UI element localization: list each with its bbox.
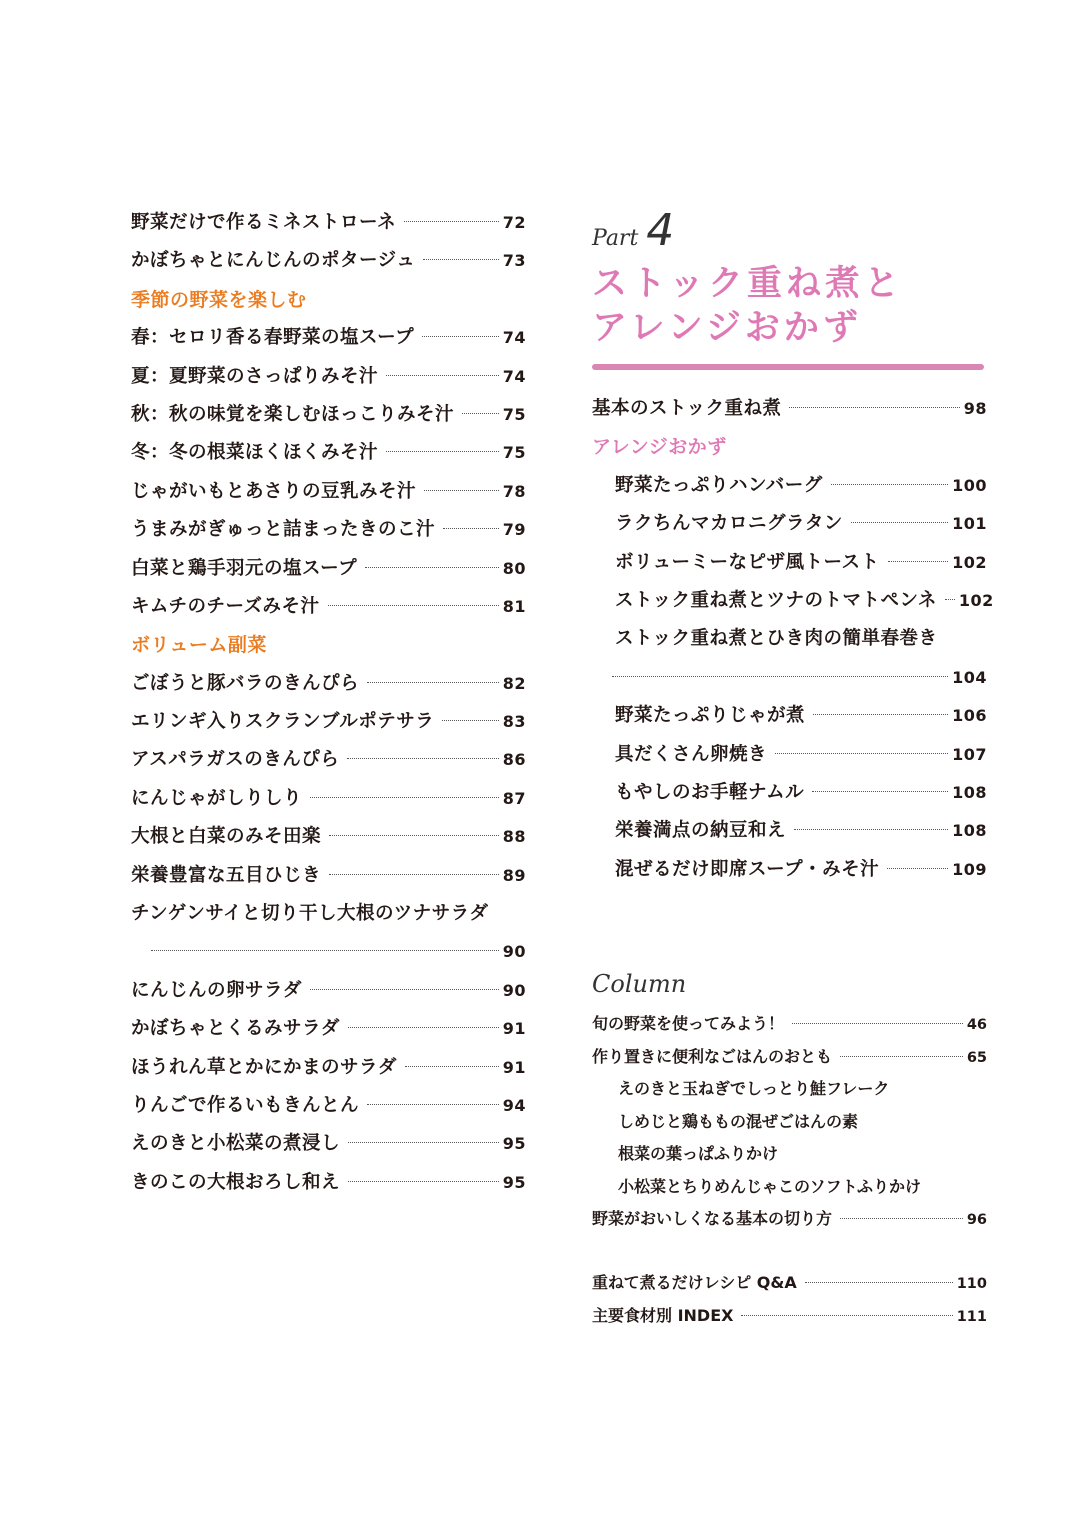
toc-entry-page: 111 (956, 1308, 987, 1325)
toc-entry-page: 86 (502, 750, 526, 770)
toc-entry-page: 102 (958, 590, 994, 610)
toc-entry-title: 小松菜とちりめんじゃこのソフトふりかけ (618, 1176, 922, 1196)
dot-leader (328, 605, 499, 606)
toc-entry[interactable] (131, 933, 526, 971)
toc-entry[interactable] (131, 780, 526, 818)
toc-entry[interactable] (131, 818, 526, 856)
toc-entry-title: 栄養満点の納豆和え (615, 820, 787, 842)
toc-entry[interactable] (131, 319, 526, 357)
dot-leader (310, 989, 499, 990)
toc-entry[interactable] (131, 1049, 526, 1087)
toc-entry-page: 81 (502, 596, 526, 616)
toc-entry-page: 75 (502, 443, 526, 463)
toc-entry-title: ストック重ね煮とツナのトマトペンネ (615, 589, 937, 611)
toc-entry[interactable] (592, 736, 987, 774)
toc-entry-page: 74 (502, 366, 526, 386)
toc-entry-page: 110 (956, 1276, 987, 1292)
toc-entry[interactable] (131, 242, 526, 280)
toc-entry-page: 46 (966, 1017, 987, 1033)
toc-entry-title: 野菜たっぷりハンバーグ (615, 474, 823, 496)
toc-entry-title: 基本のストック重ね煮 (592, 398, 782, 419)
toc-entry[interactable] (131, 857, 526, 895)
dot-leader (329, 835, 499, 836)
toc-entry-title: 根菜の葉っぱふりかけ (618, 1144, 779, 1163)
toc-entry-page: 74 (502, 328, 526, 348)
toc-entry[interactable] (592, 1300, 987, 1333)
toc-entry[interactable] (592, 1203, 987, 1236)
dot-leader (888, 561, 949, 562)
toc-entry[interactable] (131, 550, 526, 588)
toc-entry-title: にんじゃがしりしり (131, 787, 303, 809)
dot-leader (443, 528, 499, 529)
toc-entry-title: ストック重ね煮とひき肉の簡単春巻き (615, 628, 938, 650)
toc-entry-page: 73 (502, 251, 526, 271)
dot-leader (442, 720, 498, 721)
part-title (592, 262, 987, 350)
toc-entry[interactable] (131, 204, 526, 242)
toc-entry-title: 野菜がおいしくなる基本の切り方 (592, 1209, 833, 1228)
toc-entry[interactable] (592, 1138, 987, 1171)
toc-entry-title: 作り置きに便利なごはんのおとも (592, 1046, 833, 1066)
toc-entry-page: 83 (502, 712, 526, 732)
dot-leader (462, 413, 499, 414)
dot-leader (840, 1056, 963, 1057)
dot-leader (792, 1023, 963, 1024)
toc-entry-page: 82 (502, 673, 526, 693)
toc-entry-page: 75 (502, 404, 526, 424)
toc-entry-page: 108 (952, 782, 987, 802)
toc-entry[interactable] (592, 697, 987, 735)
toc-entry[interactable] (592, 659, 987, 697)
toc-entry[interactable] (592, 467, 987, 505)
dot-leader (367, 682, 499, 683)
toc-left-column (131, 204, 526, 1202)
toc-entry-page: 90 (502, 980, 526, 1000)
dot-leader (805, 1282, 953, 1283)
toc-entry-title: しめじと鶏ももの混ぜごはんの素 (618, 1111, 859, 1131)
dot-leader (329, 874, 499, 875)
dot-leader (424, 490, 499, 491)
toc-entry-title: りんごで作るいもきんとん (131, 1094, 360, 1116)
dot-leader (151, 950, 499, 951)
toc-entry-title: 野菜たっぷりじゃが煮 (615, 705, 806, 727)
toc-entry-page: 96 (966, 1212, 987, 1228)
dot-leader (851, 522, 948, 523)
toc-entry[interactable] (131, 473, 526, 511)
toc-entry[interactable] (592, 774, 987, 812)
dot-leader (386, 375, 499, 376)
column-list (592, 1008, 987, 1236)
extra-list (592, 1267, 987, 1332)
dot-leader (423, 259, 498, 260)
toc-entry-page: 102 (952, 552, 987, 572)
toc-entry-title: ラクちんマカロニグラタン (615, 513, 843, 535)
part-title-line2: アレンジおかず (592, 308, 862, 348)
dot-leader (840, 1218, 963, 1219)
dot-leader (348, 1142, 499, 1143)
toc-entry-page: 95 (502, 1134, 526, 1154)
dot-leader (775, 753, 948, 754)
section-heading: ボリューム副菜 (131, 634, 267, 657)
column-heading: Column (592, 970, 687, 998)
dot-leader (789, 407, 959, 408)
toc-entry-page: 101 (952, 514, 987, 534)
toc-entry-page: 104 (952, 667, 987, 687)
dot-leader (794, 829, 948, 830)
toc-entry[interactable] (592, 582, 994, 620)
dot-leader (404, 221, 499, 222)
toc-entry-page: 108 (952, 821, 987, 841)
toc-entry-title: 春：セロリ香る春野菜の塩スープ (131, 327, 415, 349)
toc-entry[interactable] (131, 1164, 526, 1202)
toc-entry-title: 重ねて煮るだけレシピ Q&A (592, 1273, 797, 1292)
part-title-line1: ストック重ね煮と (592, 264, 903, 304)
dot-leader (367, 1104, 499, 1105)
dot-leader (887, 868, 948, 869)
toc-entry-title: 白菜と鶏手羽元の塩スープ (131, 557, 358, 579)
toc-entry-title: エリンギ入りスクランブルポテサラ (131, 711, 435, 733)
toc-entry-page: 89 (502, 865, 526, 885)
toc-entry-page: 94 (502, 1095, 526, 1115)
toc-entry[interactable] (131, 588, 526, 626)
toc-entry-title: ほうれん草とかにかまのサラダ (131, 1056, 397, 1078)
section-heading: アレンジおかず (592, 436, 727, 459)
toc-entry-title: ボリューミーなピザ風トースト (615, 551, 880, 573)
dot-leader (347, 758, 498, 759)
toc-entry-page: 100 (952, 475, 987, 495)
toc-entry-title: かぼちゃとにんじんのポタージュ (131, 250, 416, 272)
dot-leader (365, 567, 499, 568)
toc-entry[interactable] (592, 1171, 987, 1204)
section-heading: 季節の野菜を楽しむ (131, 288, 307, 311)
toc-entry[interactable] (131, 1125, 526, 1163)
dot-leader (348, 1027, 499, 1028)
toc-entry-page: 65 (966, 1049, 987, 1066)
toc-entry-page: 80 (502, 558, 526, 578)
toc-entry-title: チンゲンサイと切り干し大根のツナサラダ (131, 903, 489, 925)
dot-leader (612, 676, 948, 677)
toc-entry[interactable] (592, 1073, 987, 1106)
toc-entry[interactable] (131, 358, 526, 396)
toc-entry-title: 旬の野菜を使ってみよう！ (592, 1014, 785, 1033)
toc-entry-title: 野菜だけで作るミネストローネ (131, 212, 397, 233)
dot-leader (741, 1315, 952, 1316)
toc-entry-title: かぼちゃとくるみサラダ (131, 1018, 340, 1040)
toc-entry-page: 107 (952, 744, 987, 764)
toc-entry-page: 98 (963, 399, 987, 418)
toc-entry-page: 106 (952, 706, 987, 726)
part-label: Part (592, 226, 639, 251)
dot-leader (813, 714, 948, 715)
toc-entry[interactable] (131, 703, 526, 741)
dot-leader (386, 451, 499, 452)
dot-leader (310, 797, 499, 798)
part-number: 4 (646, 205, 675, 256)
toc-entry[interactable] (592, 1267, 987, 1300)
toc-entry-title: きのこの大根おろし和え (131, 1171, 341, 1193)
toc-entry-title: えのきと小松菜の煮浸し (131, 1133, 341, 1155)
toc-entry-title: えのきと玉ねぎでしっとり鮭フレーク (618, 1079, 890, 1098)
toc-entry-title: じゃがいもとあさりの豆乳みそ汁 (131, 480, 417, 502)
toc-entry[interactable] (131, 895, 526, 933)
toc-entry-page: 109 (952, 859, 987, 879)
toc-entry-title: 夏：夏野菜のさっぱりみそ汁 (131, 365, 379, 387)
toc-entry[interactable] (592, 1106, 987, 1139)
toc-entry-page: 87 (502, 788, 526, 808)
toc-entry[interactable] (592, 544, 987, 582)
toc-entry[interactable] (592, 620, 987, 658)
toc-entry-page: 90 (502, 942, 526, 962)
toc-right-column (592, 390, 994, 889)
toc-entry-title: もやしのお手軽ナムル (615, 781, 805, 803)
toc-entry-title: 主要食材別 INDEX (592, 1305, 734, 1325)
toc-entry-title: 秋：秋の味覚を楽しむほっこりみそ汁 (131, 403, 455, 425)
toc-entry[interactable] (592, 390, 987, 428)
toc-entry[interactable] (131, 665, 526, 703)
toc-entry-title: にんじんの卵サラダ (131, 979, 302, 1001)
toc-entry-title: 混ぜるだけ即席スープ・みそ汁 (615, 858, 880, 880)
toc-entry[interactable] (131, 396, 526, 434)
dot-leader (945, 599, 955, 600)
toc-entry[interactable] (131, 741, 526, 779)
toc-entry-title: アスパラガスのきんぴら (131, 749, 340, 771)
toc-entry-page: 95 (502, 1172, 526, 1192)
toc-entry[interactable] (131, 972, 526, 1010)
toc-entry-page: 88 (502, 827, 526, 847)
toc-entry-page: 72 (502, 213, 526, 232)
toc-entry-title: うまみがぎゅっと詰まったきのこ汁 (131, 519, 436, 541)
toc-entry-page: 79 (502, 520, 526, 540)
toc-entry[interactable] (131, 511, 526, 549)
toc-entry[interactable] (131, 1087, 526, 1125)
dot-leader (422, 336, 499, 337)
toc-entry-title: ごぼうと豚バラのきんぴら (131, 672, 360, 694)
dot-leader (348, 1181, 499, 1182)
toc-entry[interactable] (592, 1041, 987, 1074)
toc-entry-page: 91 (502, 1019, 526, 1039)
toc-entry-title: 具だくさん卵焼き (615, 743, 768, 765)
toc-entry[interactable] (592, 505, 987, 543)
toc-entry[interactable] (131, 434, 526, 472)
toc-entry-title: 冬：冬の根菜ほくほくみそ汁 (131, 442, 379, 464)
toc-entry-title: 栄養豊富な五目ひじき (131, 864, 322, 886)
dot-leader (831, 484, 948, 485)
part-4-header (592, 205, 987, 370)
toc-entry[interactable] (592, 851, 987, 889)
toc-entry-page: 78 (502, 481, 526, 501)
dot-leader (812, 791, 948, 792)
toc-entry[interactable] (592, 1008, 987, 1041)
dot-leader (405, 1066, 499, 1067)
toc-entry[interactable] (131, 1010, 526, 1048)
toc-entry-title: キムチのチーズみそ汁 (131, 595, 320, 617)
toc-entry[interactable] (592, 812, 987, 850)
toc-entry-title: 大根と白菜のみそ田楽 (131, 826, 322, 848)
toc-entry-page: 91 (502, 1057, 526, 1077)
part-underline (592, 364, 984, 370)
